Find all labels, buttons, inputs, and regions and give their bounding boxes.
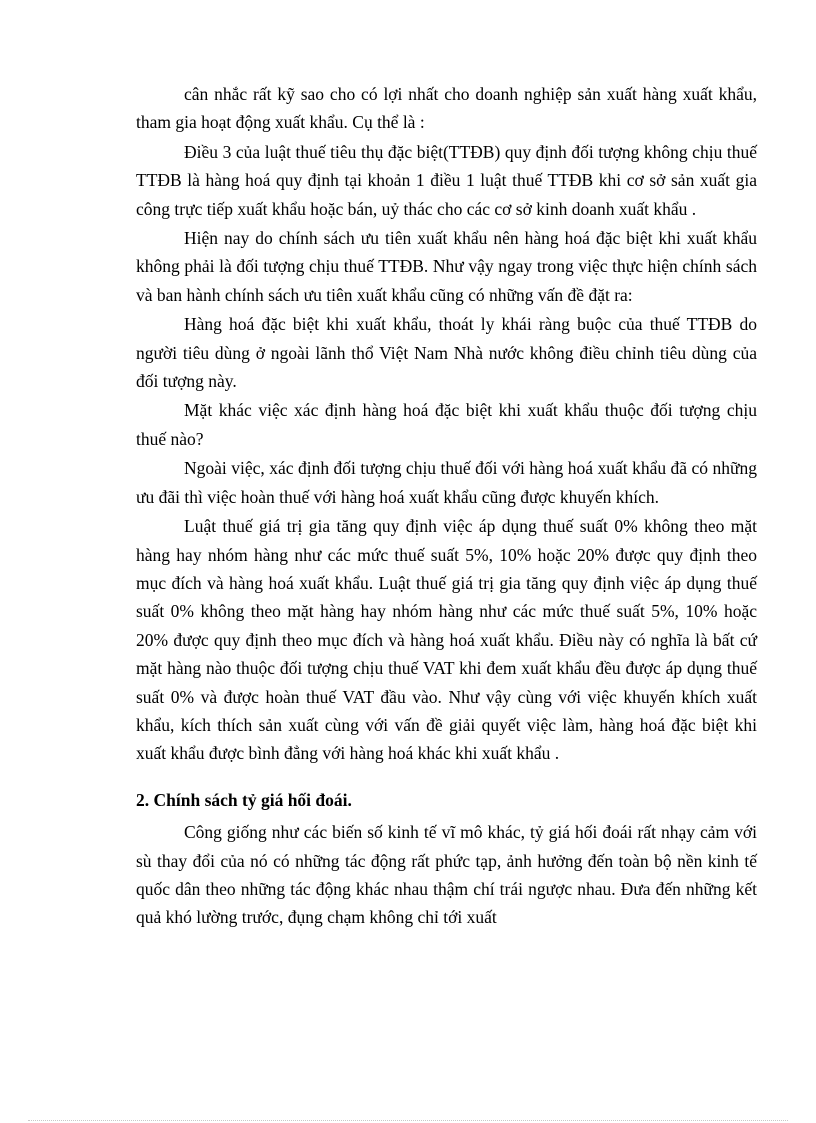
- section-heading: 2. Chính sách tỷ giá hối đoái.: [136, 789, 352, 810]
- paragraph-tax-refund: Ngoài việc, xác định đối tượng chịu thuế đối với hàng hoá xuất khẩu đã có những ưu đãi thì việc hoàn thuế với hàng hoá xuất khẩu cũng được khuyến khích.: [136, 458, 757, 507]
- paragraph-intro: cân nhắc rất kỹ sao cho có lợi nhất cho doanh nghiệp sản xuất hàng xuất khẩu, tham gia hoạt động xuất khẩu. Cụ thể là :: [136, 84, 757, 133]
- paragraph-export-priority: Hiện nay do chính sách ưu tiên xuất khẩu nên hàng hoá đặc biệt khi xuất khẩu không phải là đối tượng chịu thuế TTĐB. Như vậy ngay trong việc thực hiện chính sách và ban hành chính sách ưu tiên xuất khẩu cũng có những vấn đề đặt ra:: [136, 228, 757, 305]
- paragraph-exchange-rate: Công giống như các biến số kinh tế vĩ mô khác, tỷ giá hối đoái rất nhạy cảm với sù thay đổi của nó có những tác động rất phức tạp, ảnh hưởng đến toàn bộ nền kinh tế quốc dân theo những tác động khác nhau thậm chí trái ngược nhau. Đưa đến những kết quả khó lường trước, đụng chạm không chỉ tới xuất: [136, 822, 757, 928]
- document-page: [136, 80, 757, 933]
- page-bottom-divider: [28, 1120, 788, 1121]
- paragraph-vat-law: Luật thuế giá trị gia tăng quy định việc áp dụng thuế suất 0% không theo mặt hàng hay nhóm hàng như các mức thuế suất 5%, 10% hoặc 20% được quy định theo mục đích và hàng hoá xuất khẩu. Luật thuế giá trị gia tăng quy định việc áp dụng thuế suất 0% không theo mặt hàng hay nhóm hàng như các mức thuế suất 5%, 10% hoặc 20% được quy định theo mục đích và hàng hoá xuất khẩu. Điều này có nghĩa là bất cứ mặt hàng nào thuộc đối tượng chịu thuế VAT khi đem xuất khẩu đều được áp dụng thuế suất 0% và được hoàn thuế VAT đầu vào. Như vậy cùng với việc khuyến khích xuất khẩu, kích thích sản xuất cùng với vấn đề giải quyết việc làm, hàng hoá đặc biệt khi xuất khẩu được bình đẳng với hàng hoá khác khi xuất khẩu .: [136, 516, 757, 764]
- paragraph-article-3: Điều 3 của luật thuế tiêu thụ đặc biệt(TTĐB) quy định đối tượng không chịu thuế TTĐB là hàng hoá quy định tại khoản 1 điều 1 luật thuế TTĐB khi cơ sở sản xuất gia công trực tiếp xuất khẩu hoặc bán, uỷ thác cho các cơ sở kinh doanh xuất khẩu .: [136, 141, 757, 219]
- paragraph-special-goods: Hàng hoá đặc biệt khi xuất khẩu, thoát ly khái ràng buộc của thuế TTĐB do người tiêu dùng ở ngoài lãnh thổ Việt Nam Nhà nước không điều chỉnh tiêu dùng của đối tượng này.: [136, 314, 757, 392]
- paragraph-tax-question: Mặt khác việc xác định hàng hoá đặc biệt khi xuất khẩu thuộc đối tượng chịu thuế nào?: [136, 400, 757, 449]
